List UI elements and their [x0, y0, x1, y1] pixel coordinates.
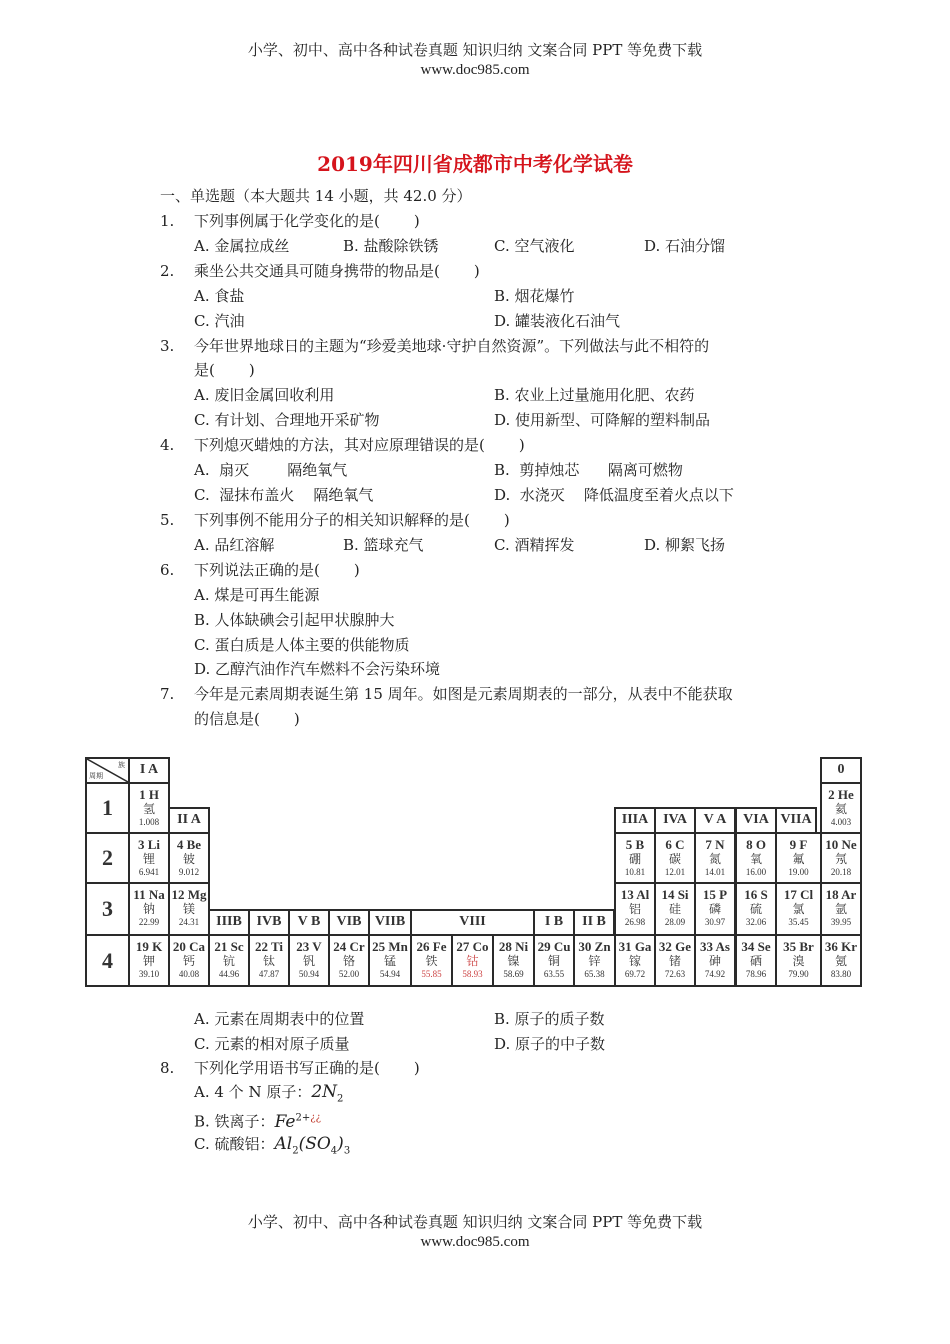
group-header-iiia: IIIA: [614, 807, 656, 834]
group-header-0: 0: [820, 757, 862, 784]
element-cell-br: 35 Br 溴 79.90: [775, 934, 822, 987]
option-d: D. 罐装液化石油气: [494, 312, 621, 330]
question-text: 今年是元素周期表诞生第 15 周年。如图是元素周期表的一部分，从表中不能获取: [194, 685, 733, 703]
group-header-iiib: IIIB: [208, 909, 250, 936]
option-b: B. 剪掉烛芯 隔离可燃物: [494, 461, 683, 479]
question-number: 6.: [160, 561, 175, 579]
option-d: D. 使用新型、可降解的塑料制品: [494, 411, 711, 429]
element-cell-he: 2 He 氦 4.003: [820, 782, 862, 834]
option-b: B. 铁离子：$Fe^{2+¿¿}$: [194, 1111, 321, 1132]
option-c: C. 硫酸铝：$Al_2(SO_4)_3$: [194, 1134, 351, 1157]
element-cell-cl: 17 Cl 氯 35.45: [775, 882, 822, 936]
group-header-iva: IVA: [654, 807, 696, 834]
element-cell-ar: 18 Ar 氩 39.95: [820, 882, 862, 936]
option-c: C. 湿抹布盖火 隔绝氧气: [194, 486, 374, 504]
question-text: 下列事例属于化学变化的是( ): [194, 212, 420, 230]
option-c: C. 酒精挥发: [494, 536, 575, 554]
element-cell-ge: 32 Ge 锗 72.63: [654, 934, 696, 987]
group-header-viii: VIII: [410, 909, 535, 936]
option-a: A. 元素在周期表中的位置: [194, 1010, 365, 1028]
element-cell-ga: 31 Ga 镓 69.72: [614, 934, 656, 987]
group-header-ib: I B: [533, 909, 575, 936]
element-cell-sc: 21 Sc 钪 44.96: [208, 934, 250, 987]
element-cell-co: 27 Co 钴 58.93: [451, 934, 494, 987]
option-b: B. 人体缺碘会引起甲状腺肿大: [194, 611, 395, 629]
option-a: A. 扇灭 隔绝氧气: [194, 461, 348, 479]
group-header-iib: II B: [573, 909, 615, 936]
option-b: B. 烟花爆竹: [494, 287, 575, 305]
question-number: 4.: [160, 436, 175, 454]
period-label-2: 2: [85, 832, 130, 884]
period-label-1: 1: [85, 782, 130, 834]
option-d: D. 水浇灭 降低温度至着火点以下: [494, 486, 734, 504]
option-b: B. 盐酸除铁锈: [343, 237, 439, 255]
element-cell-zn: 30 Zn 锌 65.38: [573, 934, 616, 987]
option-a: A. 煤是可再生能源: [194, 586, 320, 604]
element-cell-o: 8 O 氧 16.00: [735, 832, 777, 884]
section-heading: 一、单选题（本大题共 14 小题，共 42.0 分）: [160, 187, 472, 205]
element-cell-c: 6 C 碳 12.01: [654, 832, 696, 884]
group-header-viia: VIIA: [775, 807, 817, 834]
footer-slogan: 小学、初中、高中各种试卷真题 知识归纳 文案合同 PPT 等免费下载: [247, 1213, 703, 1231]
group-header-viib: VIIB: [368, 909, 412, 936]
question-number: 8.: [160, 1059, 175, 1077]
element-cell-ne: 10 Ne 氖 20.18: [820, 832, 862, 884]
option-c: C. 空气液化: [494, 237, 575, 255]
question-text: 下列熄灭蜡烛的方法，其对应原理错误的是( ): [194, 436, 525, 454]
option-a: A. 食盐: [194, 287, 245, 305]
option-c: C. 元素的相对原子质量: [194, 1035, 350, 1053]
question-text: 下列化学用语书写正确的是( ): [194, 1059, 420, 1077]
element-cell-h: 1 H 氢 1.008: [128, 782, 170, 834]
option-b: B. 农业上过量施用化肥、农药: [494, 386, 695, 404]
element-cell-k: 19 K 钾 39.10: [128, 934, 170, 987]
option-a: A. 金属拉成丝: [194, 237, 290, 255]
footer-url: www.doc985.com: [420, 1234, 530, 1250]
element-cell-na: 11 Na 钠 22.99: [128, 882, 170, 936]
question-text-cont: 的信息是( ): [194, 710, 300, 728]
element-cell-as: 33 As 砷 74.92: [694, 934, 736, 987]
option-a: A. 废旧金属回收利用: [194, 386, 335, 404]
formula-c: $Al_2(SO_4)_3$: [274, 1134, 351, 1157]
element-cell-mn: 25 Mn 锰 54.94: [368, 934, 412, 987]
option-d: D. 石油分馏: [644, 237, 726, 255]
option-a: A. 4 个 N 原子：$2N_2$: [194, 1082, 344, 1105]
corner-label-period: 周期: [89, 772, 103, 780]
element-cell-cu: 29 Cu 铜 63.55: [533, 934, 575, 987]
question-number: 5.: [160, 511, 175, 529]
question-text: 下列说法正确的是( ): [194, 561, 360, 579]
element-cell-n: 7 N 氮 14.01: [694, 832, 736, 884]
header-slogan: 小学、初中、高中各种试卷真题 知识归纳 文案合同 PPT 等免费下载: [247, 41, 703, 59]
question-number: 7.: [160, 685, 175, 703]
element-cell-f: 9 F 氟 19.00: [775, 832, 822, 884]
option-d: D. 乙醇汽油作汽车燃料不会污染环境: [194, 660, 441, 678]
question-text-cont: 是( ): [194, 361, 255, 379]
formula-b: $Fe^{2+¿¿}$: [274, 1111, 321, 1132]
element-cell-be: 4 Be 铍 9.012: [168, 832, 210, 884]
question-number: 3.: [160, 337, 175, 355]
element-cell-mg: 12 Mg 镁 24.31: [168, 882, 210, 936]
option-a: A. 品红溶解: [194, 536, 275, 554]
group-header-ia: I A: [128, 757, 170, 784]
element-cell-b: 5 B 硼 10.81: [614, 832, 656, 884]
element-cell-si: 14 Si 硅 28.09: [654, 882, 696, 936]
page-header: [0, 40, 950, 80]
element-cell-se: 34 Se 硒 78.96: [735, 934, 777, 987]
element-cell-ti: 22 Ti 钛 47.87: [248, 934, 290, 987]
page-title: 2019年四川省成都市中考化学试卷: [317, 152, 633, 176]
option-c: C. 蛋白质是人体主要的供能物质: [194, 636, 410, 654]
group-header-via: VIA: [735, 807, 777, 834]
question-text: 今年世界地球日的主题为“珍爱美地球·守护自然资源”。下列做法与此不相符的: [194, 337, 710, 355]
option-c: C. 汽油: [194, 312, 245, 330]
period-label-4: 4: [85, 934, 130, 987]
question-number: 1.: [160, 212, 175, 230]
element-cell-fe: 26 Fe 铁 55.85: [410, 934, 453, 987]
question-text: 乘坐公共交通具可随身携带的物品是( ): [194, 262, 480, 280]
element-cell-v: 23 V 钒 50.94: [288, 934, 330, 987]
header-url: www.doc985.com: [420, 62, 530, 78]
element-cell-ni: 28 Ni 镍 58.69: [492, 934, 535, 987]
element-cell-al: 13 Al 铝 26.98: [614, 882, 656, 936]
element-cell-ca: 20 Ca 钙 40.08: [168, 934, 210, 987]
group-header-vb: V B: [288, 909, 330, 936]
group-header-iia: II A: [168, 807, 210, 834]
element-cell-kr: 36 Kr 氪 83.80: [820, 934, 862, 987]
table-corner-cell: [85, 757, 130, 784]
option-b: B. 篮球充气: [343, 536, 424, 554]
option-d: D. 原子的中子数: [494, 1035, 606, 1053]
group-header-ivb: IVB: [248, 909, 290, 936]
element-cell-s: 16 S 硫 32.06: [735, 882, 777, 936]
group-header-va: V A: [694, 807, 736, 834]
element-cell-p: 15 P 磷 30.97: [694, 882, 736, 936]
question-text: 下列事例不能用分子的相关知识解释的是( ): [194, 511, 510, 529]
option-c: C. 有计划、合理地开采矿物: [194, 411, 380, 429]
period-label-3: 3: [85, 882, 130, 936]
page-footer: [0, 1212, 950, 1252]
corner-label-group: 族: [118, 761, 125, 769]
formula-a: $2N_2$: [311, 1082, 344, 1105]
option-b: B. 原子的质子数: [494, 1010, 605, 1028]
group-header-vib: VIB: [328, 909, 370, 936]
element-cell-li: 3 Li 锂 6.941: [128, 832, 170, 884]
question-number: 2.: [160, 262, 175, 280]
element-cell-cr: 24 Cr 铬 52.00: [328, 934, 370, 987]
option-d: D. 柳絮飞扬: [644, 536, 726, 554]
